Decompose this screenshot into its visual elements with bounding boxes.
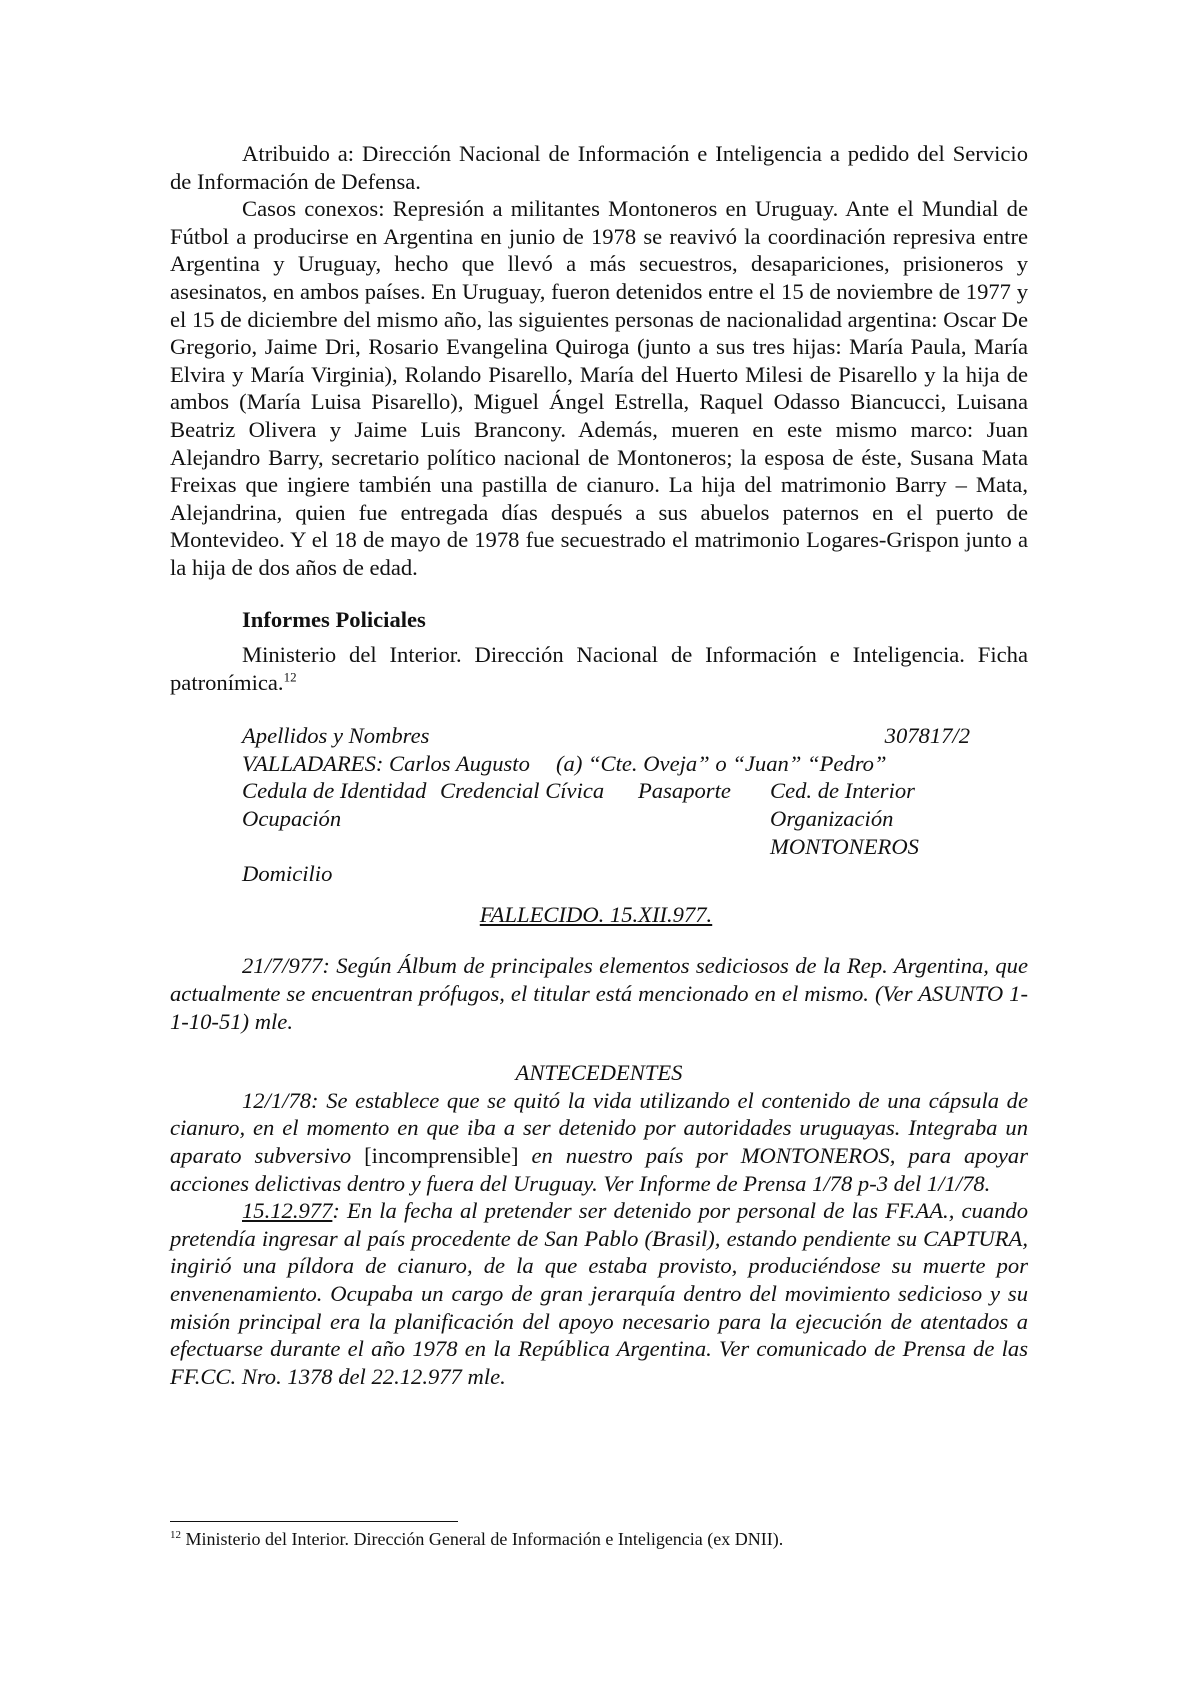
document-body <box>170 140 1028 1390</box>
entry-15-12-977 <box>170 1197 1028 1390</box>
entry-15-12-977-date: 15.12.977 <box>242 1198 333 1224</box>
ficha-name: VALLADARES: Carlos Augusto <box>242 750 530 776</box>
entry-12-1-78-a: 12/1/78: Se establece que se quitó la vida utilizando el contenido de una cápsula de cianuro, en el momento en que iba a ser detenido por autoridades uruguayas. Integraba un aparato subversivo <box>170 1087 1028 1168</box>
antecedentes-heading: ANTECEDENTES <box>515 1060 683 1086</box>
footnote-text: Ministerio del Interior. Dirección General de Información e Inteligencia (ex DNII). <box>185 1529 784 1549</box>
ficha-organizacion: MONTONEROS <box>770 833 919 859</box>
footnote-number: 12 <box>170 1529 181 1541</box>
ficha-alias: (a) “Cte. Oveja” o “Juan” “Pedro” <box>556 750 887 776</box>
section-intro <box>170 641 1028 696</box>
ficha-apellidos-label: Apellidos y Nombres <box>242 723 430 749</box>
ficha-organizacion-label: Organización <box>770 806 894 832</box>
paragraph-atribuido: Atribuido a: Dirección Nacional de Información e Inteligencia a pedido del Servicio de Información de Defensa. <box>170 141 1028 194</box>
entry-12-1-78-c: en nuestro país por MONTONEROS, para apoyar acciones delictivas dentro y fuera del Uruguay. Ver Informe de Prensa 1/78 p-3 del 1/1/78. <box>170 1143 1028 1196</box>
ficha-number: 307817/2 <box>884 723 970 749</box>
entry-12-1-78-note: [incomprensible] <box>364 1143 519 1168</box>
footnote-ref[interactable]: 12 <box>283 669 297 685</box>
entry-15-12-977-text: : En la fecha al pretender ser detenido por personal de las FF.AA., cuando pretendía ingresar al país procedente de San Pablo (Brasil), estando pendiente su CAPTURA, ingirió una píldora de cianuro, de la que estaba provisto, produciéndose su muerte por envenenamiento. Ocupaba un cargo de gran jerarquía dentro del movimiento sedicioso y su misión principal era la planificación del apoyo necesario para la ejecución de atentados a efectuarse durante el año 1978 en la República Argentina. Ver comunicado de Prensa de las FF.CC. Nro. 1378 del 22.12.977 mle. <box>170 1198 1028 1389</box>
entry-21-7-977: 21/7/977: Según Álbum de principales elementos sediciosos de la Rep. Argentina, que actualmente se encuentran prófugos, el titular está mencionado en el mismo. (Ver ASUNTO 1-1-10-51) mle. <box>170 953 1028 1034</box>
ficha-ced-interior: Ced. de Interior <box>770 778 915 804</box>
entry-12-1-78 <box>170 1087 1028 1197</box>
ficha-patronimica <box>242 722 970 928</box>
section-heading: Informes Policiales <box>242 606 426 632</box>
footnote <box>170 1528 1028 1550</box>
section-intro-text: Ministerio del Interior. Dirección Nacional de Información e Inteligencia. Ficha patronímica. <box>170 642 1028 695</box>
ficha-pasaporte: Pasaporte <box>638 778 731 804</box>
ficha-ocupacion: Ocupación <box>242 806 342 832</box>
paragraph-casos-conexos: Casos conexos: Represión a militantes Montoneros en Uruguay. Ante el Mundial de Fútbol a producirse en Argentina en junio de 1978 se reavivó la coordinación represiva entre Argentina y Uruguay, hecho que llevó a más secuestros, desapariciones, prisioneros y asesinatos, en ambos países. En Uruguay, fueron detenidos entre el 15 de noviembre de 1977 y el 15 de diciembre del mismo año, las siguientes personas de nacionalidad argentina: Oscar De Gregorio, Jaime Dri, Rosario Evangelina Quiroga (junto a sus tres hijas: María Paula, María Elvira y María Virginia), Rolando Pisarello, María del Huerto Milesi de Pisarello y la hija de ambos (María Luisa Pisarello), Miguel Ángel Estrella, Raquel Odasso Biancucci, Luisana Beatriz Olivera y Jaime Luis Brancony. Además, mueren en este mismo marco: Juan Alejandro Barry, secretario político nacional de Montoneros; la esposa de éste, Susana Mata Freixas que ingiere también una pastilla de cianuro. La hija del matrimonio Barry – Mata, Alejandrina, quien fue entregada días después a sus abuelos paternos en el puerto de Montevideo. Y el 18 de mayo de 1978 fue secuestrado el matrimonio Logares-Grispon junto a la hija de dos años de edad. <box>170 196 1028 580</box>
ficha-domicilio: Domicilio <box>242 861 333 887</box>
ficha-credencial: Credencial Cívica <box>440 778 605 804</box>
ficha-cedula: Cedula de Identidad <box>242 778 427 804</box>
ficha-fallecido: FALLECIDO. 15.XII.977. <box>479 901 713 927</box>
footnote-divider <box>170 1521 458 1522</box>
